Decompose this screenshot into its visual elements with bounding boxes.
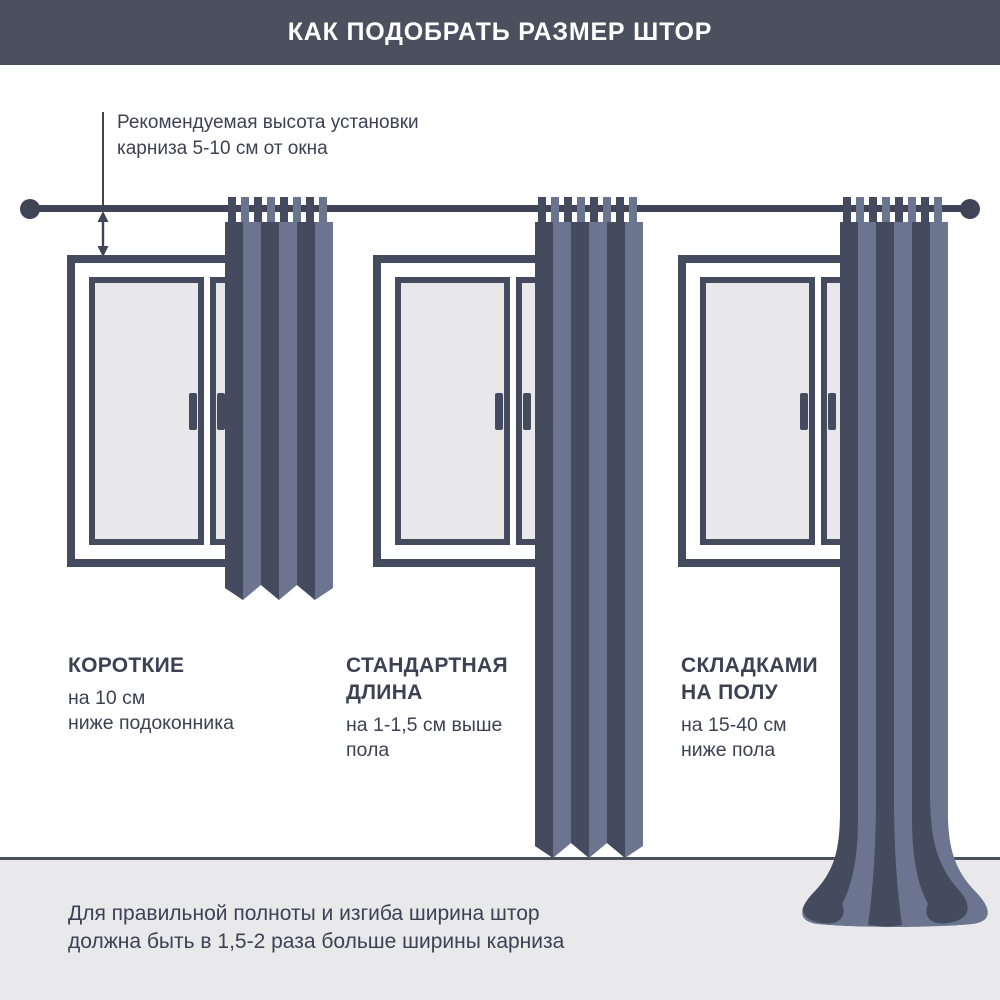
caption-standard — [346, 652, 508, 763]
window-1-pane-left — [89, 277, 204, 545]
annotation-line-2: карниза 5-10 см от окна — [117, 138, 328, 159]
annotation-line-1: Рекомендуемая высота установки — [117, 112, 419, 133]
caption-puddled-desc — [681, 713, 818, 763]
caption-title-line: НА ПОЛУ — [681, 681, 778, 704]
window-2-pane-left — [395, 277, 510, 545]
caption-puddled — [681, 652, 818, 763]
window-handle-icon — [495, 393, 503, 430]
caption-title-line: СКЛАДКАМИ — [681, 654, 818, 677]
footer-line-1: Для правильной полноты и изгиба ширина штор — [68, 902, 540, 925]
window-handle-icon — [523, 393, 531, 430]
curtain-standard — [535, 197, 643, 860]
caption-desc-line: пола — [346, 739, 390, 761]
caption-short — [68, 652, 234, 736]
caption-title-line: КОРОТКИЕ — [68, 654, 185, 677]
caption-short-desc — [68, 686, 234, 736]
curtain-short — [225, 197, 333, 603]
header-bar — [0, 0, 1000, 65]
gap-double-arrow-icon — [95, 211, 111, 257]
rod-finial-left — [20, 199, 40, 219]
leader-line — [102, 112, 104, 207]
annotation-text — [117, 110, 419, 162]
caption-desc-line: на 10 см — [68, 687, 146, 709]
page-title: КАК ПОДОБРАТЬ РАЗМЕР ШТОР — [287, 18, 713, 46]
curtain-puddled — [795, 197, 995, 927]
window-handle-icon — [189, 393, 197, 430]
footer-note — [68, 900, 564, 956]
footer-line-2: должна быть в 1,5-2 раза больше ширины карниза — [68, 930, 565, 953]
window-handle-icon — [217, 393, 225, 430]
caption-desc-line: на 15-40 см — [681, 714, 787, 736]
caption-standard-desc — [346, 713, 508, 763]
caption-desc-line: ниже подоконника — [68, 712, 234, 734]
caption-title-line: ДЛИНА — [346, 681, 423, 704]
caption-desc-line: на 1-1,5 см выше — [346, 714, 503, 736]
caption-desc-line: ниже пола — [681, 739, 776, 761]
caption-puddled-title — [681, 652, 818, 706]
caption-short-title — [68, 652, 234, 679]
caption-standard-title — [346, 652, 508, 706]
caption-title-line: СТАНДАРТНАЯ — [346, 654, 508, 677]
